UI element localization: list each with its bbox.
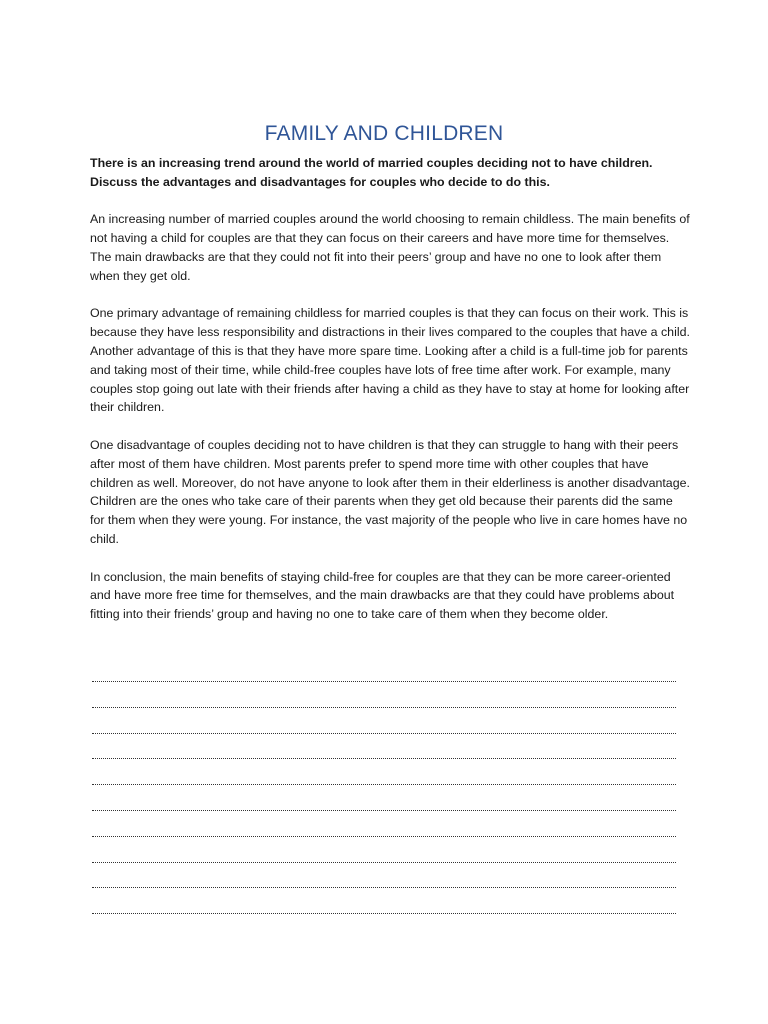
paragraph-conclusion: In conclusion, the main benefits of staying child-free for couples are that they can be more career-oriented and have more free time for themselves, and the main drawbacks are that they could have problems about fitting into their friends’ group and having no one to take care of them when they become older. [90, 569, 675, 622]
page-title: FAMILY AND CHILDREN [264, 122, 504, 145]
answer-line [92, 775, 676, 801]
answer-lines [92, 672, 676, 930]
answer-line [92, 878, 676, 904]
answer-line [92, 724, 676, 750]
answer-line [92, 749, 676, 775]
answer-line [92, 853, 676, 879]
answer-line [92, 801, 676, 827]
answer-line [92, 698, 676, 724]
essay-prompt: There is an increasing trend around the world of married couples deciding not to have children. Discuss the advantages and disadvantages for couples who decide to do this. [90, 156, 653, 189]
paragraph-disadvantages: One disadvantage of couples deciding not to have children is that they can struggle to hang with their peers after most of them have children. Most parents prefer to spend more time with other couples that have children as well. Moreover, do not have anyone to look after them in their elderliness is another disadvantage. Children are the ones who take care of their parents when they get old because their parents did the same for them when they were young. For instance, the vast majority of the people who live in care homes have no child. [90, 437, 690, 546]
paragraph-advantages: One primary advantage of remaining childless for married couples is that they can focus on their work. This is because they have less responsibility and distractions in their lives compared to the couples that have a child. Another advantage of this is that they have more spare time. Looking after a child is a full-time job for parents and taking most of their time, while child-free couples have lots of free time after work. For example, many couples stop going out late with their friends after having a child as they have to stay at home for looking after their children. [90, 306, 690, 415]
essay-content [90, 154, 690, 643]
answer-line [92, 904, 676, 930]
answer-line [92, 827, 676, 853]
paragraph-introduction: An increasing number of married couples around the world choosing to remain childless. The main benefits of not having a child for couples are that they can focus on their careers and have more time for themselves. The main drawbacks are that they could not fit into their peers’ group and have no one to look after them when they get old. [90, 212, 690, 283]
answer-line [92, 672, 676, 698]
